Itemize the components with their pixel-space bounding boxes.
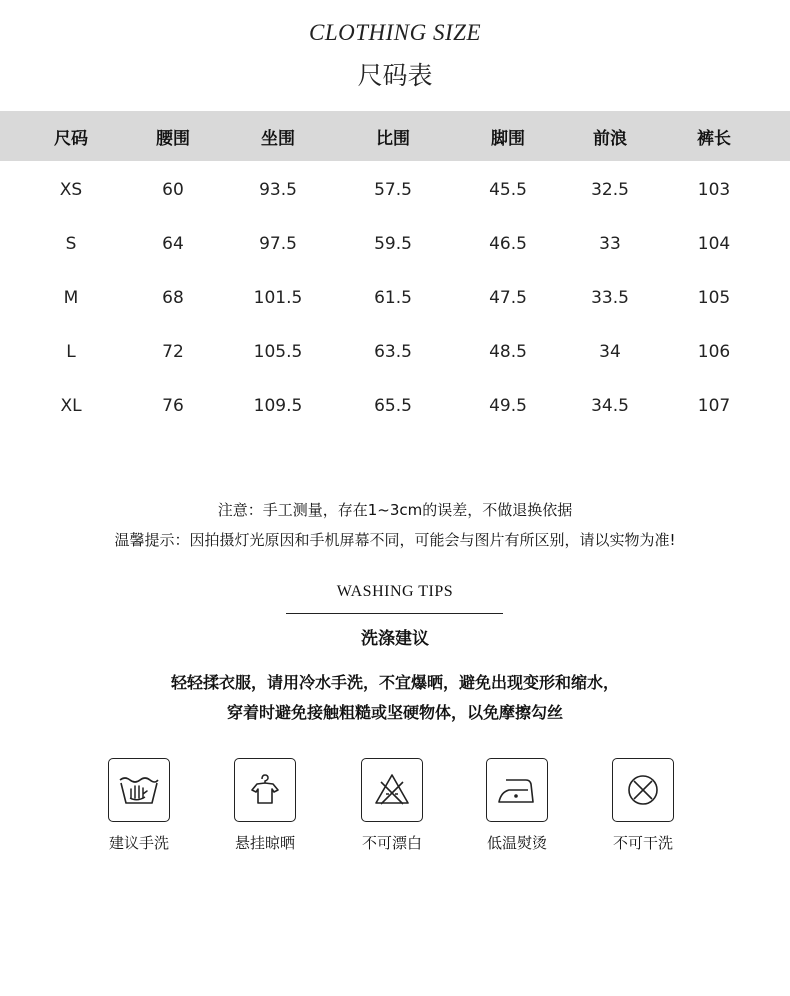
table-cell: 76 xyxy=(162,396,184,416)
table-cell: 104 xyxy=(697,234,731,254)
table-cell: 106 xyxy=(697,342,731,362)
title-cn: 尺码表 xyxy=(357,61,433,90)
table-cell: 101.5 xyxy=(253,288,303,308)
table-cell: 72 xyxy=(162,342,184,362)
care-label: 不可漂白 xyxy=(361,834,422,852)
table-cell: 60 xyxy=(162,180,184,200)
care-item-no-bleach xyxy=(337,758,447,853)
table-cell: 65.5 xyxy=(374,396,412,416)
table-cell: 105.5 xyxy=(253,342,303,362)
table-cell: 46.5 xyxy=(489,234,527,254)
table-row xyxy=(0,379,790,433)
table-cell: 57.5 xyxy=(374,180,412,200)
table-cell: S xyxy=(65,234,77,254)
table-cell: 93.5 xyxy=(259,180,297,200)
hand-wash-icon xyxy=(108,758,170,822)
care-label: 不可干洗 xyxy=(612,834,673,852)
table-cell: 33 xyxy=(599,234,621,254)
table-cell: 63.5 xyxy=(374,342,412,362)
washing-title-cn: 洗涤建议 xyxy=(361,629,429,649)
care-label: 低温熨烫 xyxy=(486,834,547,852)
divider xyxy=(286,613,503,614)
table-cell: 68 xyxy=(162,288,184,308)
hang-dry-icon xyxy=(234,758,296,822)
column-header: 坐围 xyxy=(204,111,352,161)
table-cell: 64 xyxy=(162,234,184,254)
table-cell: 49.5 xyxy=(489,396,527,416)
care-item-low-iron xyxy=(462,758,572,853)
size-table xyxy=(0,111,790,433)
table-cell: 32.5 xyxy=(591,180,629,200)
low-iron-icon xyxy=(486,758,548,822)
table-cell: 61.5 xyxy=(374,288,412,308)
measurement-note: 注意：手工测量，存在1~3cm的误差，不做退换依据 xyxy=(217,501,573,519)
table-cell: 109.5 xyxy=(253,396,303,416)
table-header-row xyxy=(0,111,790,161)
table-cell: 34.5 xyxy=(591,396,629,416)
washing-desc-line-2: 穿着时避免接触粗糙或坚硬物体，以免摩擦勾丝 xyxy=(226,703,563,722)
care-item-hand-wash xyxy=(84,758,194,853)
column-header: 脚围 xyxy=(434,111,582,161)
table-row xyxy=(0,271,790,325)
care-label: 悬挂晾晒 xyxy=(234,834,295,852)
table-cell: 59.5 xyxy=(374,234,412,254)
table-cell: 107 xyxy=(697,396,731,416)
table-cell: L xyxy=(66,342,76,362)
table-row xyxy=(0,217,790,271)
care-label: 建议手洗 xyxy=(108,834,169,852)
color-tip-note: 温馨提示：因拍摄灯光原因和手机屏幕不同，可能会与图片有所区别，请以实物为准! xyxy=(114,531,676,549)
care-item-no-dry-clean xyxy=(588,758,698,853)
table-cell: 45.5 xyxy=(489,180,527,200)
table-cell: 103 xyxy=(697,180,731,200)
column-header: 腰围 xyxy=(142,111,204,161)
title-en: CLOTHING SIZE xyxy=(308,20,481,45)
table-cell: 34 xyxy=(599,342,621,362)
table-row xyxy=(0,325,790,379)
table-cell: 33.5 xyxy=(591,288,629,308)
column-header: 前浪 xyxy=(582,111,638,161)
table-cell: XL xyxy=(60,396,82,416)
table-cell: M xyxy=(63,288,79,308)
column-header: 裤长 xyxy=(638,111,790,161)
washing-title-en: WASHING TIPS xyxy=(336,583,454,600)
table-cell: 48.5 xyxy=(489,342,527,362)
no-dry-clean-icon xyxy=(612,758,674,822)
table-row xyxy=(0,161,790,217)
no-bleach-icon xyxy=(361,758,423,822)
column-header: 比围 xyxy=(352,111,434,161)
column-header: 尺码 xyxy=(0,111,142,161)
care-item-hang-dry xyxy=(210,758,320,853)
table-cell: 105 xyxy=(697,288,731,308)
table-cell: XS xyxy=(59,180,83,200)
care-icons-row xyxy=(0,758,790,868)
table-cell: 97.5 xyxy=(259,234,297,254)
table-cell: 47.5 xyxy=(489,288,527,308)
washing-desc-line-1: 轻轻揉衣服，请用冷水手洗，不宜爆晒，避免出现变形和缩水， xyxy=(170,673,619,692)
